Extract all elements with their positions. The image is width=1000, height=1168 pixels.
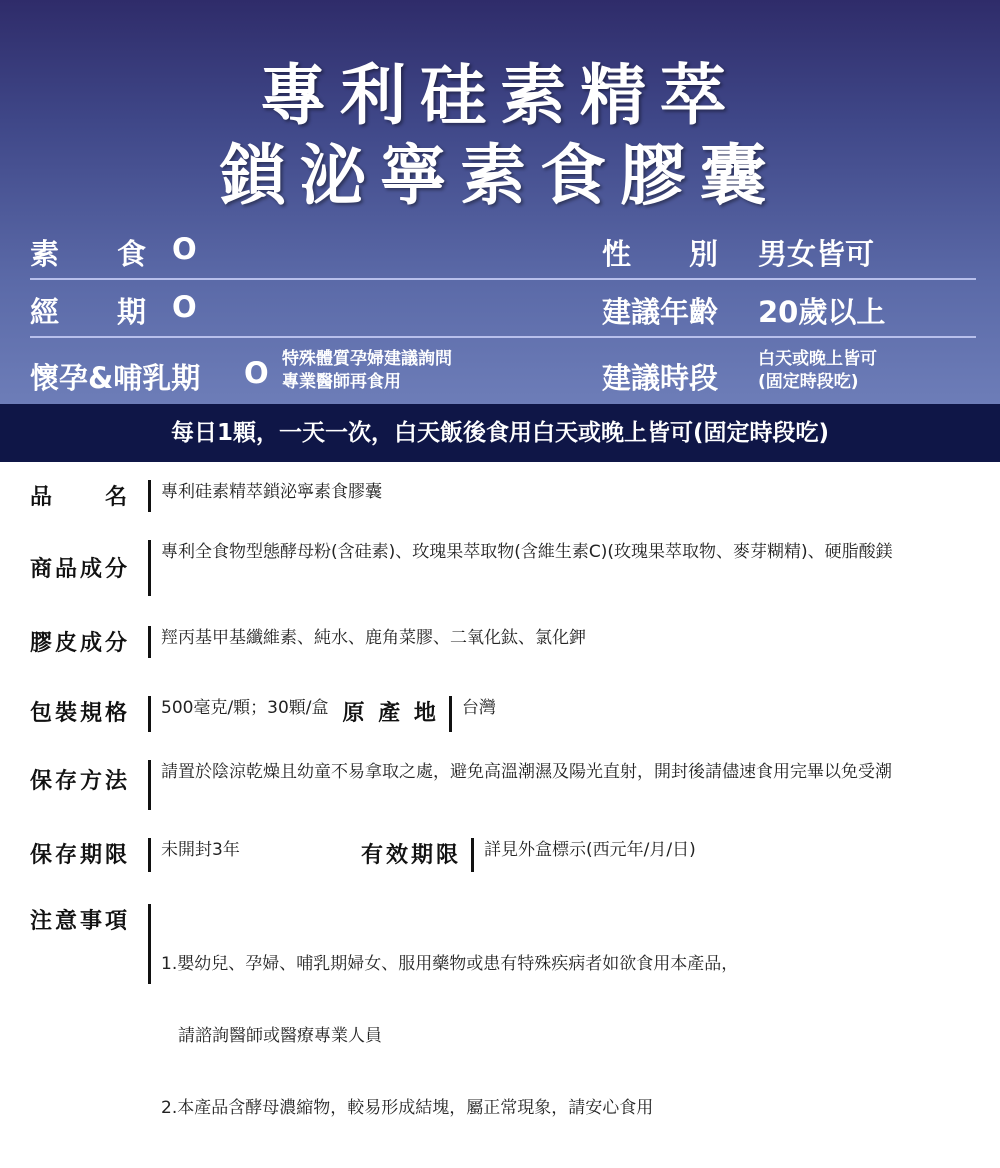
separator	[148, 480, 151, 512]
age-label: 建議年齡	[602, 295, 719, 329]
separator	[148, 540, 151, 596]
capsule-label: 膠皮成分	[30, 631, 131, 656]
separator	[449, 696, 452, 732]
origin-label: 原 產 地	[342, 701, 439, 726]
storage-label: 保存方法	[30, 769, 131, 794]
detail-ingredients	[30, 540, 970, 596]
age-value: 20歲以上	[758, 295, 886, 329]
name-value: 專利硅素精萃鎖泌寧素食膠囊	[161, 482, 382, 502]
detail-storage	[30, 760, 970, 810]
gender-label: 性 別	[602, 237, 719, 271]
title-line-2: 鎖泌寧素食膠囊	[220, 137, 780, 214]
notes-list	[161, 904, 738, 1168]
pregnancy-note-2: 專業醫師再食用	[282, 372, 401, 392]
ingredients-value: 專利全食物型態酵母粉(含硅素)、玫瑰果萃取物(含維生素C)(玫瑰果萃取物、麥芽糊精)、硬脂酸鎂	[161, 542, 893, 562]
capsule-value: 羥丙基甲基纖維素、純水、鹿角菜膠、二氧化鈦、氯化鉀	[161, 628, 586, 648]
expiry-value: 詳見外盒標示(西元年/月/日)	[484, 840, 696, 860]
title-line-1: 專利硅素精萃	[260, 57, 740, 134]
note-item: 1.嬰幼兒、孕婦、哺乳期婦女、服用藥物或患有特殊疾病者如欲食用本產品，	[161, 954, 739, 974]
shelf-label: 保存期限	[30, 843, 131, 868]
hero-header	[0, 0, 1000, 404]
shelf-value: 未開封3年	[161, 840, 240, 860]
pregnancy-value: O	[244, 356, 269, 390]
pregnancy-label: 懷孕&哺乳期	[30, 361, 201, 395]
separator	[148, 626, 151, 658]
detail-capsule	[30, 626, 970, 658]
notes-label: 注意事項	[30, 909, 131, 934]
storage-value: 請置於陰涼乾燥且幼童不易拿取之處，避免高溫潮濕及陽光直射，開封後請儘速食用完畢以免受潮	[161, 762, 892, 782]
detail-name	[30, 480, 970, 512]
pregnancy-note-1: 特殊體質孕婦建議詢問	[282, 349, 452, 369]
vegan-label: 素 食	[30, 237, 147, 271]
divider	[30, 336, 976, 338]
period-label: 經 期	[30, 295, 147, 329]
time-label: 建議時段	[602, 361, 719, 395]
divider	[30, 278, 976, 280]
time-note-2: (固定時段吃)	[758, 372, 859, 392]
package-value: 500毫克/顆；30顆/盒	[161, 698, 329, 718]
separator	[148, 760, 151, 810]
note-item: 2.本產品含酵母濃縮物，較易形成結塊，屬正常現象，請安心食用	[161, 1098, 654, 1118]
separator	[148, 838, 151, 872]
time-note	[758, 348, 877, 394]
vegan-value: O	[172, 232, 197, 266]
expiry-label: 有效期限	[361, 843, 462, 868]
detail-package	[30, 696, 970, 732]
pregnancy-note	[282, 348, 452, 394]
separator	[471, 838, 474, 872]
name-label: 品 名	[30, 485, 131, 510]
detail-shelf	[30, 838, 970, 872]
separator	[148, 904, 151, 984]
time-note-1: 白天或晚上皆可	[758, 349, 877, 369]
dosage-banner: 每日1顆，一天一次，白天飯後食用白天或晚上皆可(固定時段吃)	[0, 404, 1000, 462]
period-value: O	[172, 290, 197, 324]
note-item: 請諮詢醫師或醫療專業人員	[161, 1026, 382, 1046]
ingredients-label: 商品成分	[30, 557, 131, 582]
detail-notes	[30, 904, 970, 1168]
origin-value: 台灣	[461, 698, 496, 718]
gender-value: 男女皆可	[758, 237, 875, 271]
separator	[148, 696, 151, 732]
package-label: 包裝規格	[30, 701, 131, 726]
